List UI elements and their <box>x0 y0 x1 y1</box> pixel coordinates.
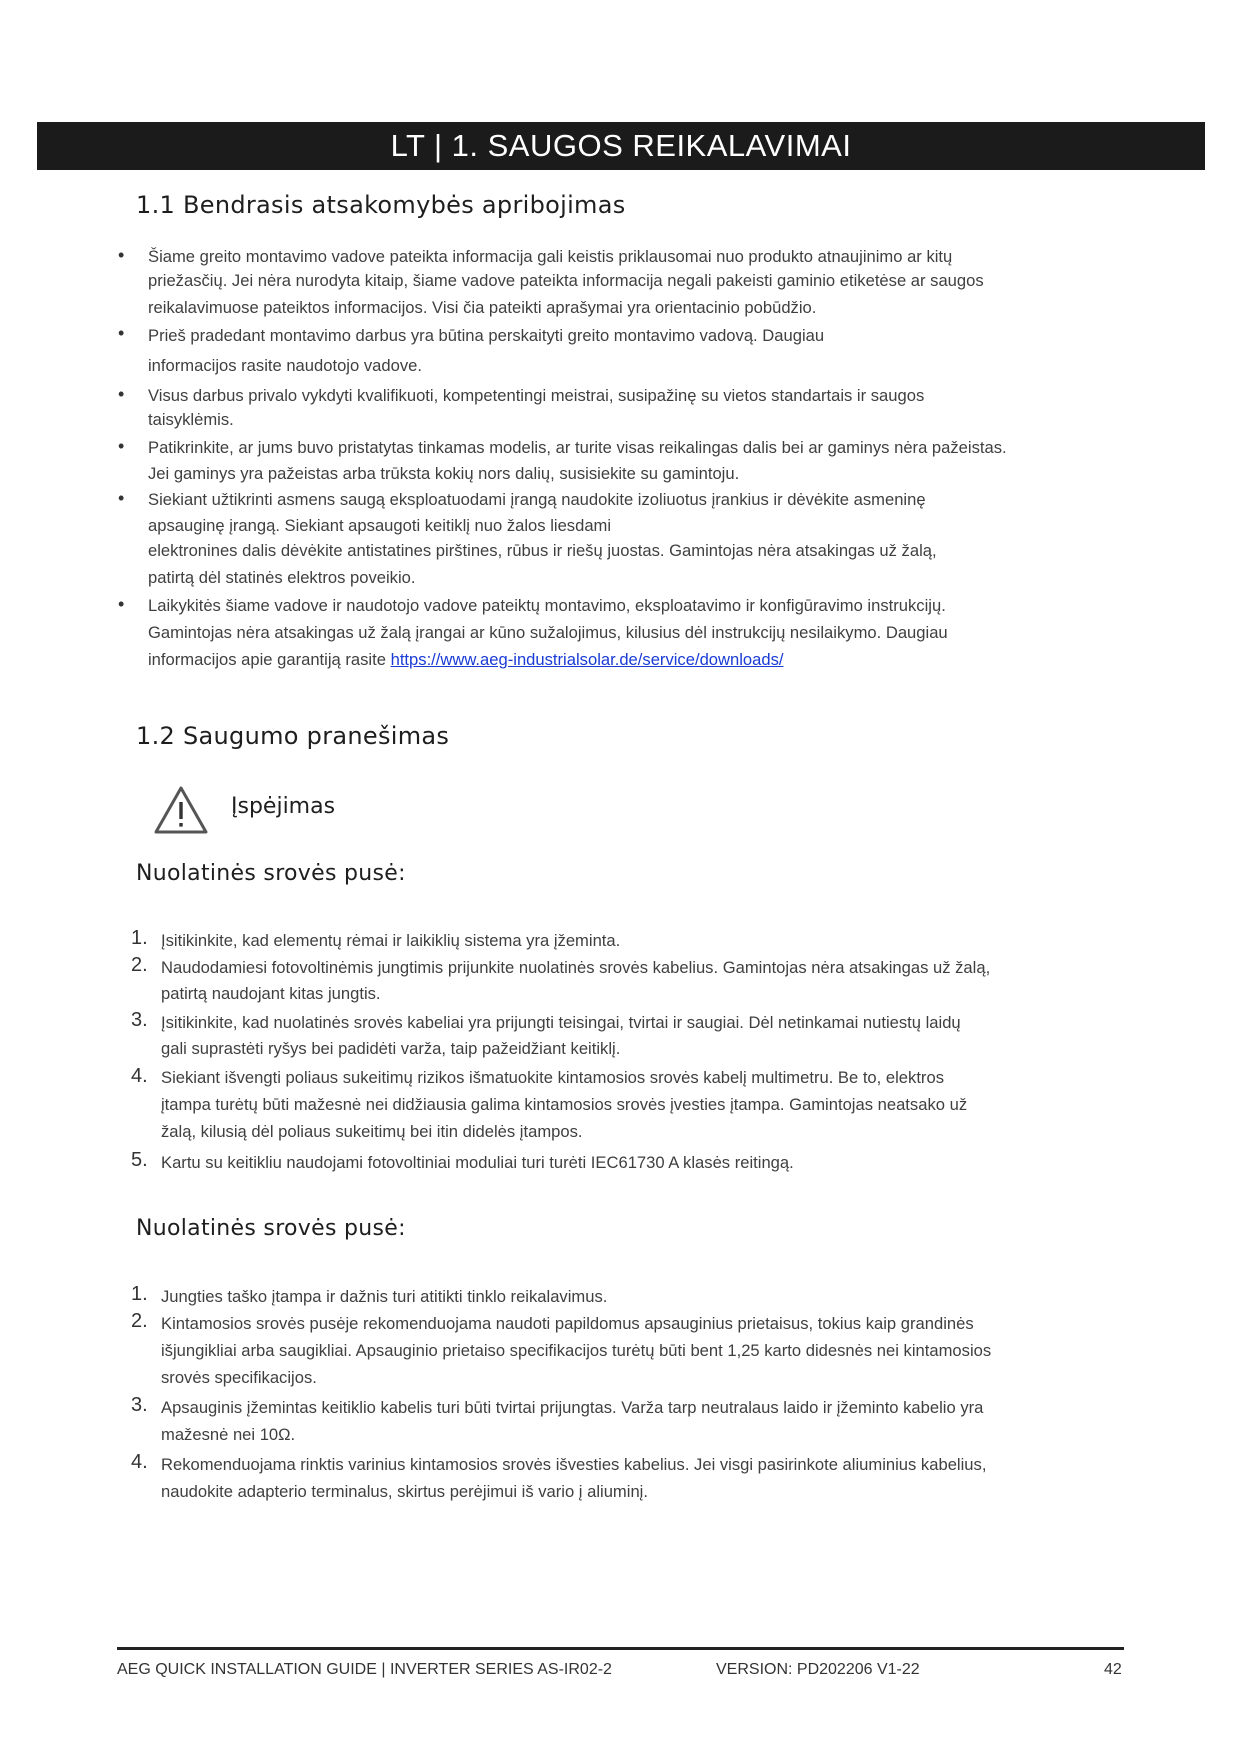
dc-item-4-line-1: Siekiant išvengti poliaus sukeitimų rizikos išmatuokite kintamosios srovės kabelį multimetru. Be to, elektros <box>161 1068 944 1087</box>
disclaimer-bullet-2-line-1: Prieš pradedant montavimo darbus yra būtina perskaityti greito montavimo vadovą. Daugiau <box>148 326 825 345</box>
subheading-dc-side: Nuolatinės srovės pusė: <box>136 861 406 886</box>
disclaimer-bullet-3-line-1: Visus darbus privalo vykdyti kvalifikuoti, kompetentingi meistrai, susipažinę su vietos standartais ir saugos <box>148 386 925 405</box>
list-number: 5. <box>131 1149 148 1171</box>
disclaimer-bullet-6-line-2: Gamintojas nėra atsakingas už žalą įrangai ar kūno sužalojimus, kilusius dėl instrukcijų nesilaikymo. Daugiau <box>148 623 948 642</box>
dc-item-3-line-2: gali suprastėti ryšys bei padidėti varža, taip pažeidžiant keitiklį. <box>161 1039 621 1058</box>
bullet-marker: • <box>118 245 125 265</box>
list-number: 1. <box>131 927 148 949</box>
warning-triangle-icon <box>153 785 209 835</box>
page-banner: LT | 1. SAUGOS REIKALAVIMAI <box>37 122 1205 170</box>
footer-guide-title: AEG QUICK INSTALLATION GUIDE | INVERTER SERIES AS-IR02-2 <box>117 1661 612 1678</box>
ac-item-3-line-1: Apsauginis įžemintas keitiklio kabelis turi būti tvirtai prijungtas. Varža tarp neutralaus laido ir įžeminto kabelio yra <box>161 1398 984 1417</box>
footer-divider <box>117 1647 1124 1650</box>
dc-item-2-line-1: Naudodamiesi fotovoltinėmis jungtimis prijunkite nuolatinės srovės kabelius. Gamintojas nėra atsakingas už žalą, <box>161 958 991 977</box>
bullet-marker: • <box>118 488 125 508</box>
dc-item-3-line-1: Įsitikinkite, kad nuolatinės srovės kabeliai yra prijungti teisingai, tvirtai ir saugiai. Dėl netinkamai nutiestų laidų <box>161 1013 961 1032</box>
ac-item-2-line-1: Kintamosios srovės pusėje rekomenduojama naudoti papildomus apsauginius prietaisus, tokius kaip grandinės <box>161 1314 974 1333</box>
page-number: 42 <box>1104 1661 1122 1678</box>
bullet-marker: • <box>118 436 125 456</box>
disclaimer-bullet-6-line-3 <box>148 648 784 672</box>
ac-item-4-line-2: naudokite adapterio terminalus, skirtus perėjimui iš vario į aliuminį. <box>161 1482 648 1501</box>
disclaimer-bullet-5-line-2: apsauginę įrangą. Siekiant apsaugoti keitiklį nuo žalos liesdami <box>148 516 612 535</box>
disclaimer-bullet-5-line-3: elektronines dalis dėvėkite antistatines pirštines, rūbus ir riešų juostas. Gamintojas nėra atsakingas už žalą, <box>148 541 937 560</box>
ac-item-2-line-3: srovės specifikacijos. <box>161 1368 317 1387</box>
list-number: 4. <box>131 1065 148 1087</box>
footer-version: VERSION: PD202206 V1-22 <box>716 1661 920 1678</box>
ac-item-3-line-2: mažesnė nei 10Ω. <box>161 1425 296 1444</box>
list-number: 4. <box>131 1451 148 1473</box>
disclaimer-bullet-3-line-2: taisyklėmis. <box>148 410 234 429</box>
bullet-marker: • <box>118 384 125 404</box>
dc-item-1-line-1: Įsitikinkite, kad elementų rėmai ir laikiklių sistema yra įžeminta. <box>161 931 621 950</box>
list-number: 1. <box>131 1283 148 1305</box>
disclaimer-bullet-4-line-1: Patikrinkite, ar jums buvo pristatytas tinkamas modelis, ar turite visas reikalingas dalis bei ar gaminys nėra pažeistas. <box>148 438 1007 457</box>
disclaimer-bullet-2-line-2: informacijos rasite naudotojo vadove. <box>148 356 422 375</box>
section-heading-general-disclaimer: 1.1 Bendrasis atsakomybės apribojimas <box>136 191 626 219</box>
disclaimer-bullet-6-line-1: Laikykitės šiame vadove ir naudotojo vadove pateiktų montavimo, eksploatavimo ir konfigūravimo instrukcijų. <box>148 596 946 615</box>
disclaimer-bullet-1-line-1: Šiame greito montavimo vadove pateikta informacija gali keistis priklausomai nuo produkto atnaujinimo ar kitų <box>148 247 953 266</box>
subheading-ac-side: Nuolatinės srovės pusė: <box>136 1216 406 1241</box>
ac-item-2-line-2: išjungikliai arba saugikliai. Apsauginio prietaiso specifikacijos turėtų būti bent 1,25 karto didesnės nei kintamosios <box>161 1341 992 1360</box>
bullet-marker: • <box>118 594 125 614</box>
disclaimer-bullet-1-line-2: priežasčių. Jei nėra nurodyta kitaip, šiame vadove pateikta informacija negali pakeisti gaminio etiketėse ar saugos <box>148 271 984 290</box>
disclaimer-bullet-1-line-3: reikalavimuose pateiktos informacijos. Visi čia pateikti aprašymai yra orientacinio pobūdžio. <box>148 298 817 317</box>
list-number: 2. <box>131 1310 148 1332</box>
disclaimer-bullet-4-line-2: Jei gaminys yra pažeistas arba trūksta kokių nors dalių, susisiekite su gamintoju. <box>148 464 740 483</box>
list-number: 3. <box>131 1394 148 1416</box>
list-number: 3. <box>131 1009 148 1031</box>
dc-item-4-line-2: įtampa turėtų būti mažesnė nei didžiausia galima kintamosios srovės įvesties įtampa. Gamintojas neatsako už <box>161 1095 968 1114</box>
ac-item-4-line-1: Rekomenduojama rinktis varinius kintamosios srovės išvesties kabelius. Jei visgi pasirinkote aliuminius kabelius, <box>161 1455 987 1474</box>
bullet-marker: • <box>118 323 125 343</box>
section-heading-safety-notice: 1.2 Saugumo pranešimas <box>136 722 450 750</box>
warranty-info-text: informacijos apie garantiją rasite <box>148 650 386 669</box>
warning-label: Įspėjimas <box>231 794 336 819</box>
disclaimer-bullet-5-line-4: patirtą dėl statinės elektros poveikio. <box>148 568 416 587</box>
dc-item-4-line-3: žalą, kilusią dėl poliaus sukeitimų bei itin didelės įtampos. <box>161 1122 583 1141</box>
downloads-link[interactable]: https://www.aeg-industrialsolar.de/service/downloads/ <box>390 650 784 669</box>
list-number: 2. <box>131 954 148 976</box>
dc-item-2-line-2: patirtą naudojant kitas jungtis. <box>161 984 381 1003</box>
disclaimer-bullet-5-line-1: Siekiant užtikrinti asmens saugą eksploatuodami įrangą naudokite izoliuotus įrankius ir dėvėkite asmeninę <box>148 490 926 509</box>
ac-item-1-line-1: Jungties taško įtampa ir dažnis turi atitikti tinklo reikalavimus. <box>161 1287 608 1306</box>
dc-item-5-line-1: Kartu su keitikliu naudojami fotovoltiniai moduliai turi turėti IEC61730 A klasės reitingą. <box>161 1153 794 1172</box>
